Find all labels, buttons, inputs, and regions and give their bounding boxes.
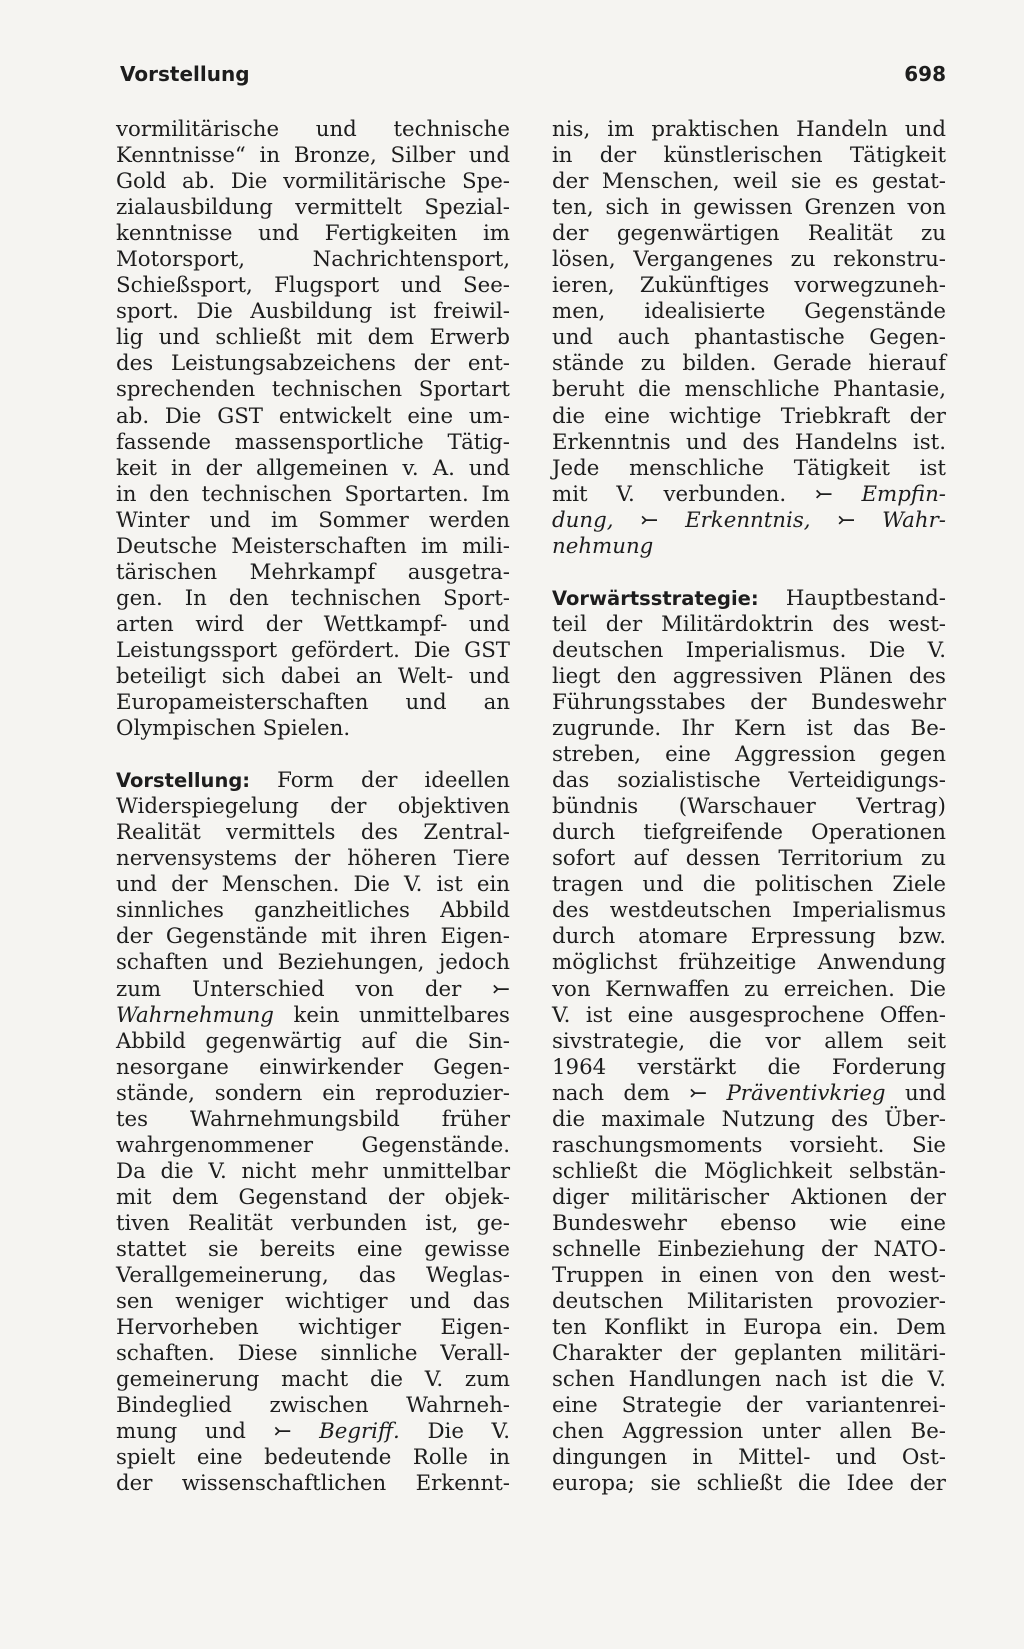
text-line: chen Aggression unter allen Be- [552,1419,946,1445]
cross-ref-wahrnehmung[interactable]: Wahrnehmung [116,1002,274,1028]
text-line: mung und ⤚ Begriff. Die V. [116,1419,510,1445]
text-line: sprechenden technischen Sportart [116,377,510,403]
text-line: der wissenschaftlichen Erkennt- [116,1471,510,1497]
right-column [552,117,946,1497]
text-line: gemeinerung macht die V. zum [116,1367,510,1393]
text-line: europa; sie schließt die Idee der [552,1471,946,1497]
text-line: Motorsport, Nachrichtensport, [116,247,510,273]
text-line: spielt eine bedeutende Rolle in [116,1445,510,1471]
text-line: Europameisterschaften und an [116,690,510,716]
text-line: der Gegenstände mit ihren Eigen- [116,924,510,950]
text-line: des westdeutschen Imperialismus [552,898,946,924]
text-line: beteiligt sich dabei an Welt- und [116,663,510,689]
text-line: und der Menschen. Die V. ist ein [116,872,510,898]
text-line: Wahrnehmung kein unmittelbares [116,1002,510,1028]
text-line: wahrgenommener Gegenstände. [116,1132,510,1158]
arrow-icon: ⤚ [837,507,856,533]
text-line: vormilitärische und technische [116,117,510,142]
text-line: eine Strategie der variantenrei- [552,1393,946,1419]
cross-ref-wahrnehmung-cont[interactable]: nehmung [552,533,654,559]
text-line: Abbild gegenwärtig auf die Sin- [116,1028,510,1054]
running-head [120,62,946,86]
text-line: zialausbildung vermittelt Spezial- [116,195,510,221]
text-line: nesorgane einwirkender Gegen- [116,1054,510,1080]
arrow-icon: ⤚ [273,1419,292,1445]
text-line: teil der Militärdoktrin des west- [552,611,946,637]
text-line: keit in der allgemeinen v. A. und [116,455,510,481]
text-line: deutschen Militaristen provozier- [552,1289,946,1315]
text-line: schaften und Beziehungen, jedoch [116,950,510,976]
text-line: beruht die menschliche Phantasie, [552,377,946,403]
running-title: Vorstellung [120,62,250,86]
text-line: raschungsmoments vorsieht. Sie [552,1132,946,1158]
text-line: Realität vermittels des Zentral- [116,820,510,846]
entry-vorstellung-first-line: Vorstellung: Form der ideellen [116,768,510,794]
text-line: gen. In den technischen Sport- [116,585,510,611]
text-line: stattet sie bereits eine gewisse [116,1236,510,1262]
text-line: tärischen Mehrkampf ausgetra- [116,559,510,585]
text-line: nach dem ⤚ Präventivkrieg und [552,1080,947,1106]
text-line: in den technischen Sportarten. Im [116,481,510,507]
text-line: durch atomare Erpressung bzw. [552,924,946,950]
arrow-icon: ⤚ [461,976,510,1002]
text-line: Führungsstabes der Bundeswehr [552,689,946,715]
text-line: 1964 verstärkt die Forderung [552,1054,946,1080]
entry-vorwaertsstrategie-text [552,612,946,1081]
text-line: streben, eine Aggression gegen [552,742,946,768]
text-line: lösen, Vergangenes zu rekonstru- [552,247,946,273]
text-line: Verallgemeinerung, das Weglas- [116,1263,510,1289]
text-line: nervensystems der höheren Tiere [116,846,510,872]
text-line: Jede menschliche Tätigkeit ist [552,455,946,481]
entry-vorwaertsstrategie-first-line: Vorwärtsstrategie: Hauptbestand- [552,585,946,611]
arrow-icon: ⤚ [814,481,833,507]
entry-heading-vorwaertsstrategie: Vorwärtsstrategie: [552,586,759,610]
cross-ref-erkenntnis[interactable]: Erkenntnis, [685,507,811,533]
text-line: stände, sondern ein reproduzier- [116,1080,510,1106]
arrow-icon: ⤚ [640,507,659,533]
text-line: das sozialistische Verteidigungs- [552,768,946,794]
text-line: sport. Die Ausbildung ist freiwil- [116,299,510,325]
text-line: der gegenwärtigen Realität zu [552,221,946,247]
text-line: Charakter der geplanten militäri- [552,1341,946,1367]
text-line: men, idealisierte Gegenstände [552,299,946,325]
text-line: des Leistungsabzeichens der ent- [116,351,510,377]
entry-vorwaertsstrategie-text-end [552,1107,946,1498]
text-line: liegt den aggressiven Plänen des [552,663,946,689]
text-line: ab. Die GST entwickelt eine um- [116,403,510,429]
text-line: tes Wahrnehmungsbild früher [116,1106,510,1132]
text-line [552,508,946,534]
text-line: dingungen in Mittel- und Ost- [552,1445,946,1471]
text-line: sinnliches ganzheitliches Abbild [116,898,510,924]
entry-vorstellung-text-end [116,1445,510,1497]
arrow-icon: ⤚ [689,1080,708,1106]
text-line: ieren, Zukünftiges vorwegzuneh- [552,273,946,299]
text-line: möglichst frühzeitige Anwendung [552,950,946,976]
text-line: Hervorheben wichtiger Eigen- [116,1315,510,1341]
text-line: sen weniger wichtiger und das [116,1289,510,1315]
text-line: Widerspiegelung der objektiven [116,794,510,820]
text-line: kenntnisse und Fertigkeiten im [116,221,510,247]
text-line: mit dem Gegenstand der objek- [116,1184,510,1210]
text-line: arten wird der Wettkampf- und [116,611,510,637]
text-line: schließt die Möglichkeit selbstän- [552,1158,946,1184]
text-line [552,534,946,560]
entry-vorstellung-text [116,794,510,1002]
entry-heading-vorstellung: Vorstellung: [116,769,251,793]
cross-ref-begriff[interactable]: Begriff. [319,1419,400,1445]
text-line: der Menschen, weil sie es gestat- [552,169,946,195]
text-line: schnelle Einbeziehung der NATO- [552,1236,946,1262]
text-line: sofort auf dessen Territorium zu [552,846,946,872]
text-line: von Kernwaffen zu erreichen. Die [552,976,946,1002]
left-column [116,117,510,1497]
left-top-text [116,117,510,742]
text-line: diger militärischer Aktionen der [552,1184,946,1210]
text-line: Kenntnisse“ in Bronze, Silber und [116,143,510,169]
text-line: Erkenntnis und des Handelns ist. [552,429,946,455]
text-line: durch tiefgreifende Operationen [552,820,946,846]
text-line: schaften. Diese sinnliche Verall- [116,1341,510,1367]
page-number: 698 [904,62,946,86]
text-line: zum Unterschied von der ⤚ [116,976,510,1002]
text-line: Gold ab. Die vormilitärische Spe- [116,169,510,195]
text-line: Schießsport, Flugsport und See- [116,273,510,299]
text-line: zugrunde. Ihr Kern ist das Be- [552,716,946,742]
text-line: fassende massensportliche Tätig- [116,429,510,455]
text-line: stände zu bilden. Gerade hierauf [552,351,946,377]
text-line: ten Konflikt in Europa ein. Dem [552,1315,946,1341]
cross-ref-empfindung[interactable]: Empfin- [861,481,946,507]
text-line: V. ist eine ausgesprochene Offen- [552,1002,946,1028]
text-line: die eine wichtige Triebkraft der [552,403,946,429]
text-line: Da die V. nicht mehr unmittelbar [116,1158,510,1184]
cross-ref-empfindung-cont[interactable]: dung, [552,507,614,533]
text-line: tragen und die politischen Ziele [552,872,946,898]
text-line: und auch phantastische Gegen- [552,325,946,351]
text-line: in der künstlerischen Tätigkeit [552,143,946,169]
text-line: ten, sich in gewissen Grenzen von [552,195,946,221]
text-line: Bindeglied zwischen Wahrneh- [116,1393,510,1419]
cross-ref-praeventivkrieg[interactable]: Präventivkrieg [726,1080,886,1106]
text-line: Leistungssport gefördert. Die GST [116,637,510,663]
text-line: schen Handlungen nach ist die V. [552,1367,946,1393]
text-line: deutschen Imperialismus. Die V. [552,637,946,663]
cross-ref-wahrnehmung[interactable]: Wahr- [882,507,946,533]
right-top-text [552,117,946,482]
text-line: Bundeswehr ebenso wie eine [552,1210,946,1236]
text-line: Winter und im Sommer werden [116,507,510,533]
text-line: Truppen in einen von den west- [552,1263,946,1289]
text-line: mit V. verbunden. ⤚ Empfin- [552,481,946,507]
entry-vorstellung-text-cont [116,1029,510,1420]
text-line: lig und schließt mit dem Erwerb [116,325,510,351]
text-line: tiven Realität verbunden ist, ge- [116,1210,510,1236]
text-line: bündnis (Warschauer Vertrag) [552,794,946,820]
text-line: sivstrategie, die vor allem seit [552,1028,946,1054]
text-line: nis, im praktischen Handeln und [552,117,946,142]
text-line: Deutsche Meisterschaften im mili- [116,533,510,559]
text-line: Olympischen Spielen. [116,716,351,742]
text-line: die maximale Nutzung des Über- [552,1106,946,1132]
